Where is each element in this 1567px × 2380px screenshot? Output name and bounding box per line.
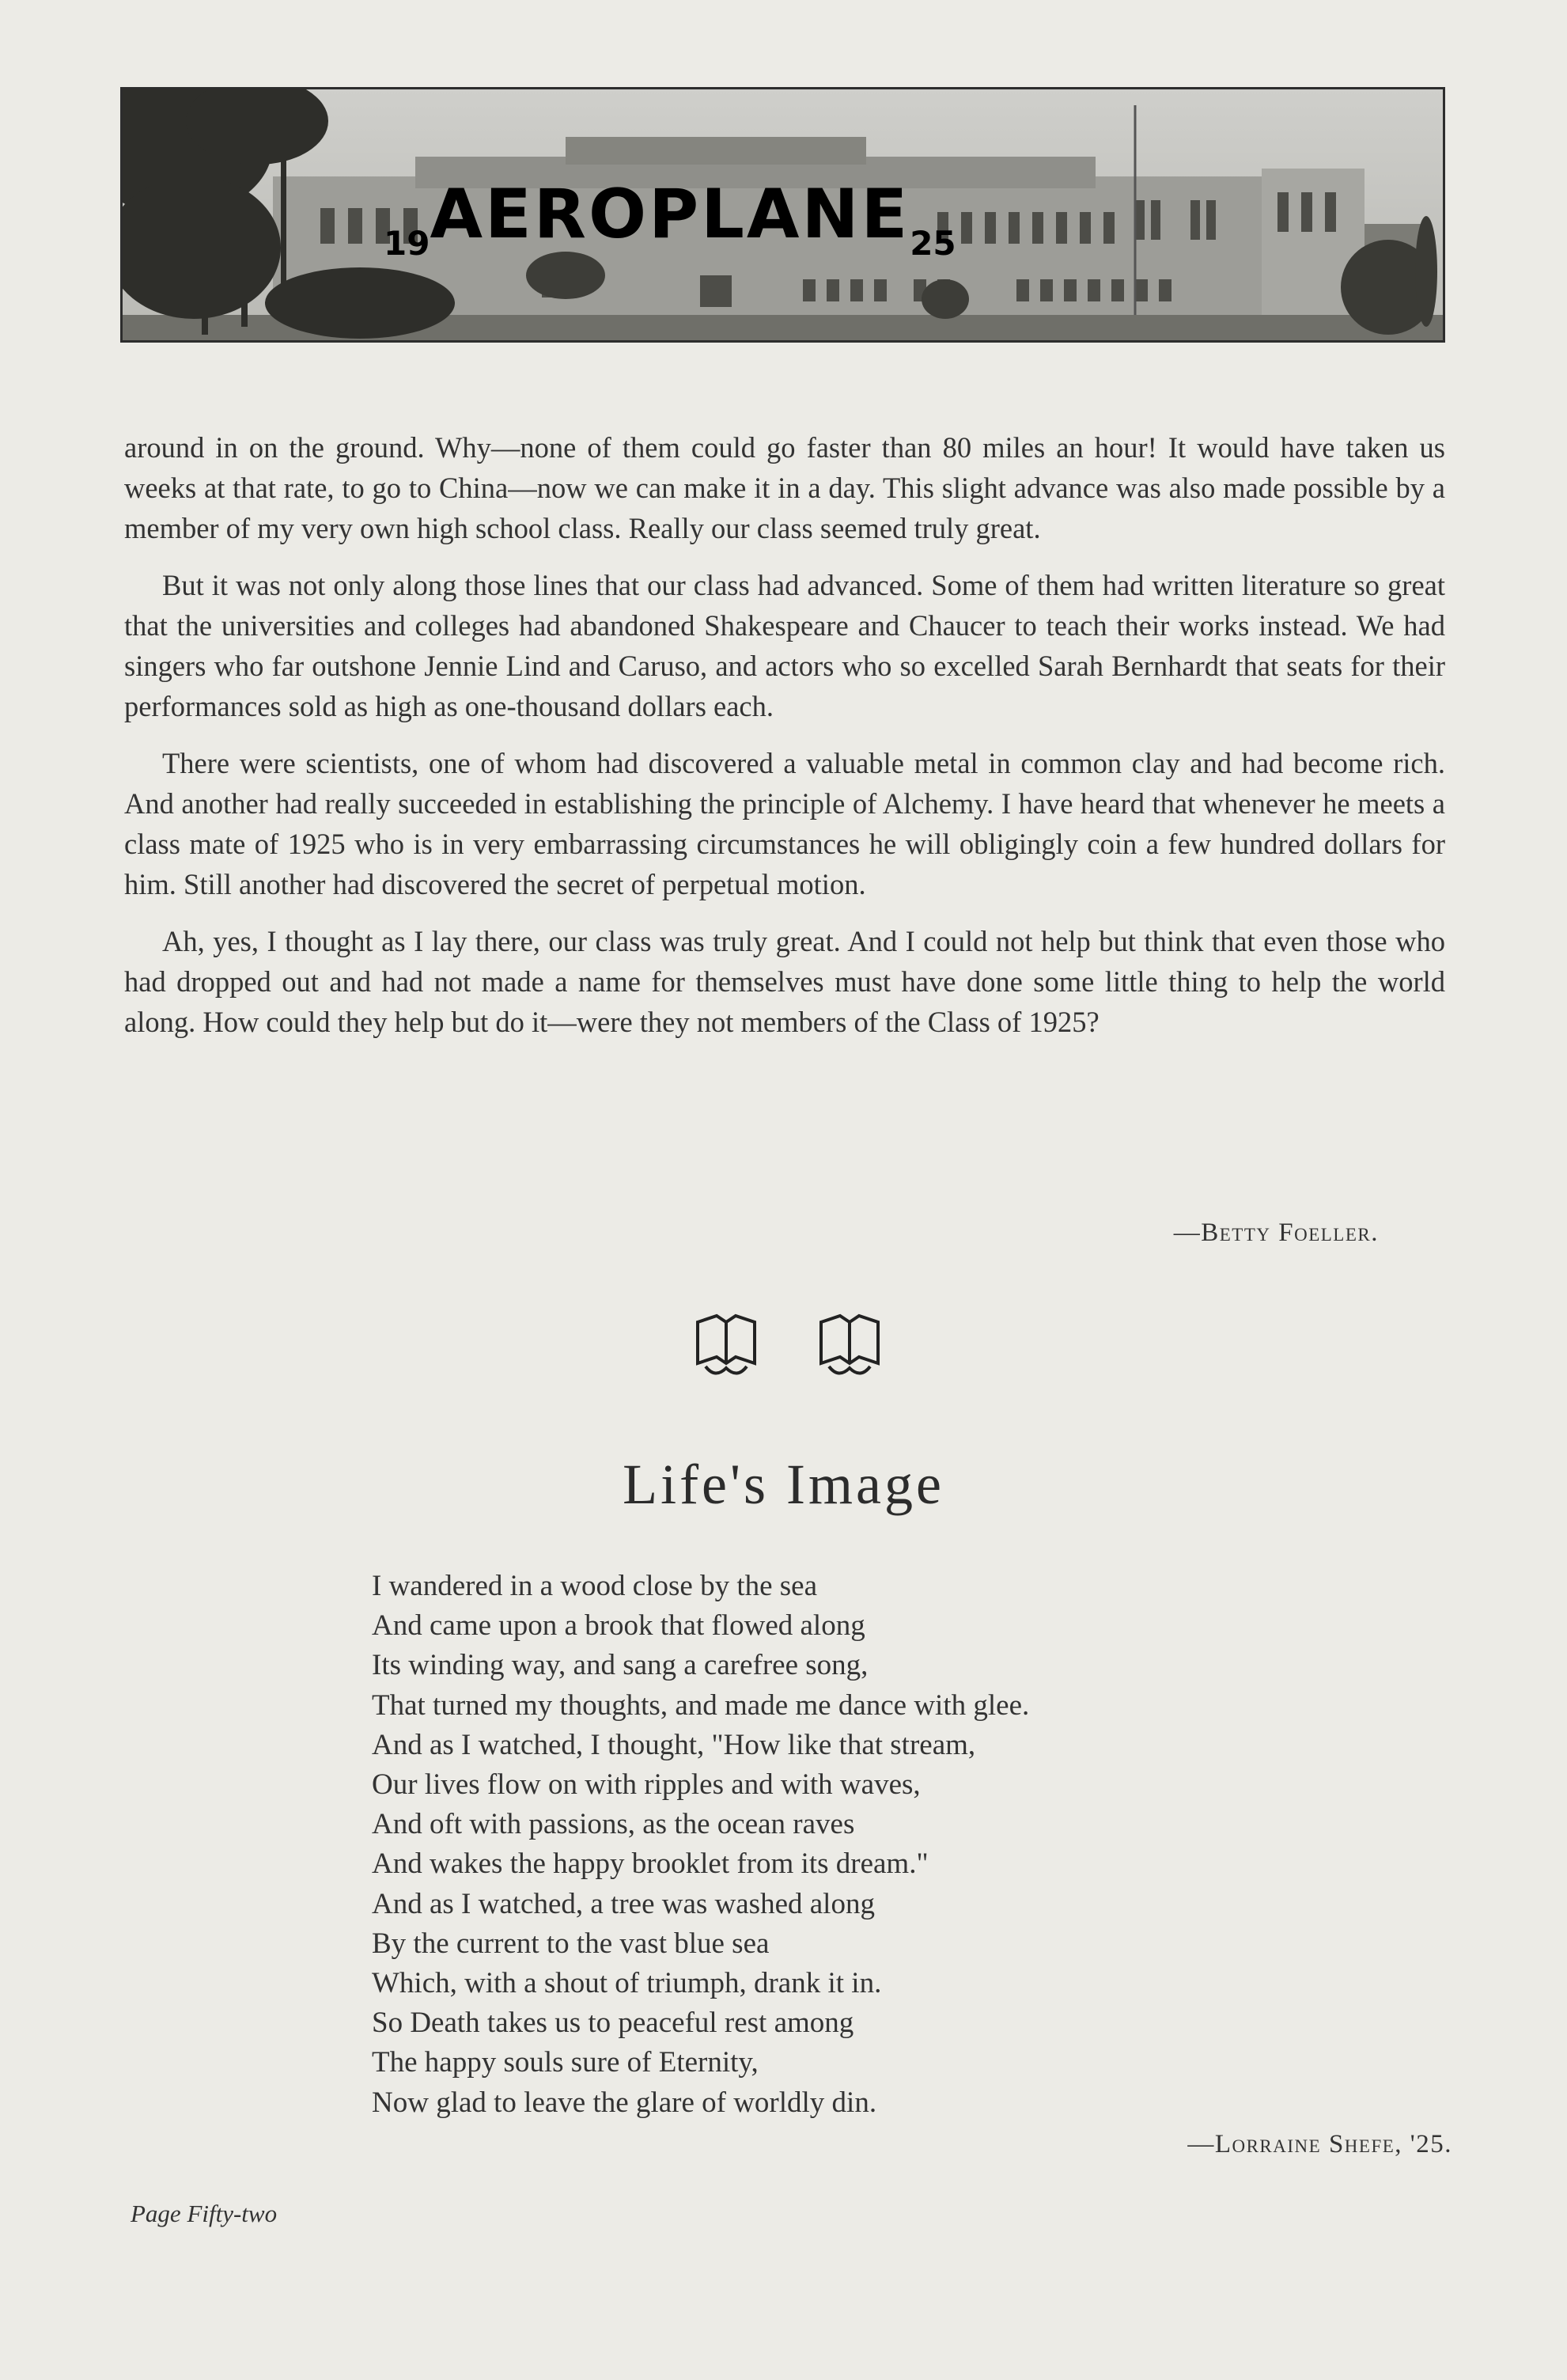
essay-paragraph: But it was not only along those lines that our class had advanced. Some of them had written literature so great that the universities and colleges had abandoned Shakespeare and Chaucer to teach their works instead. We had singers who far outshone Jennie Lind and Caruso, and actors who so excelled Sarah Bernhardt that seats for their performances sold as high as one-thousand dollars each. <box>124 569 1445 722</box>
poem-line: And as I watched, a tree was washed along <box>372 1887 875 1920</box>
poem-line: Now glad to leave the glare of worldly din. <box>372 2086 877 2119</box>
poem-line: The happy souls sure of Eternity, <box>372 2046 759 2079</box>
poem-line: By the current to the vast blue sea <box>372 1927 770 1960</box>
essay-paragraph: around in on the ground. Why—none of them could go faster than 80 miles an hour! It would have taken us weeks at that rate, to go to China—now we can make it in a day. This slight advance was also made possible by a member of my very own high school class. Really our class seemed truly great. <box>124 431 1445 544</box>
poem-line: That turned my thoughts, and made me dance with glee. <box>372 1688 1030 1722</box>
banner-title-text: AEROPLANE <box>430 175 910 254</box>
poem-title: Life's Image <box>623 1453 944 1516</box>
page-number: Page Fifty-two <box>131 2200 278 2227</box>
poem-line: Our lives flow on with ripples and with waves, <box>372 1768 921 1802</box>
banner-year-prefix: 19 <box>384 224 430 263</box>
poem-author-signature: —Lorraine Shefe, '25. <box>1187 2130 1452 2158</box>
poem-line: Its winding way, and sang a carefree song, <box>372 1649 869 1682</box>
poem-body <box>372 1567 1321 2123</box>
poem-line: I wandered in a wood close by the sea <box>372 1570 818 1602</box>
header-banner <box>120 87 1445 343</box>
banner-title <box>384 175 956 263</box>
poem-line: So Death takes us to peaceful rest among <box>372 2007 854 2040</box>
poem-line: And oft with passions, as the ocean raves <box>372 1808 855 1841</box>
banner-year-suffix: 25 <box>910 224 956 263</box>
poem-line: And came upon a brook that flowed along <box>372 1609 865 1643</box>
essay-author-signature: —Betty Foeller. <box>1173 1218 1379 1247</box>
poem-line: And as I watched, I thought, "How like that stream, <box>372 1728 976 1761</box>
essay-paragraph: There were scientists, one of whom had discovered a valuable metal in common clay and had become rich. And another had really succeeded in establishing the principle of Alchemy. I have heard that whenever he meets a class mate of 1925 who is in very embarrassing circumstances he will obligingly coin a few hundred dollars for him. Still another had discovered the secret of perpetual motion. <box>124 747 1445 900</box>
book-ornament-icon <box>693 1311 883 1381</box>
essay-paragraph: Ah, yes, I thought as I lay there, our class was truly great. And I could not help but think that even those who had dropped out and had not made a name for themselves must have done some little thing to help the world along. How could they help but do it—were they not members of the Class of 1925? <box>124 925 1445 1038</box>
poem-line: And wakes the happy brooklet from its dream." <box>372 1848 929 1881</box>
essay-body <box>124 427 1445 1059</box>
poem-line: Which, with a shout of triumph, drank it in. <box>372 1967 882 2000</box>
